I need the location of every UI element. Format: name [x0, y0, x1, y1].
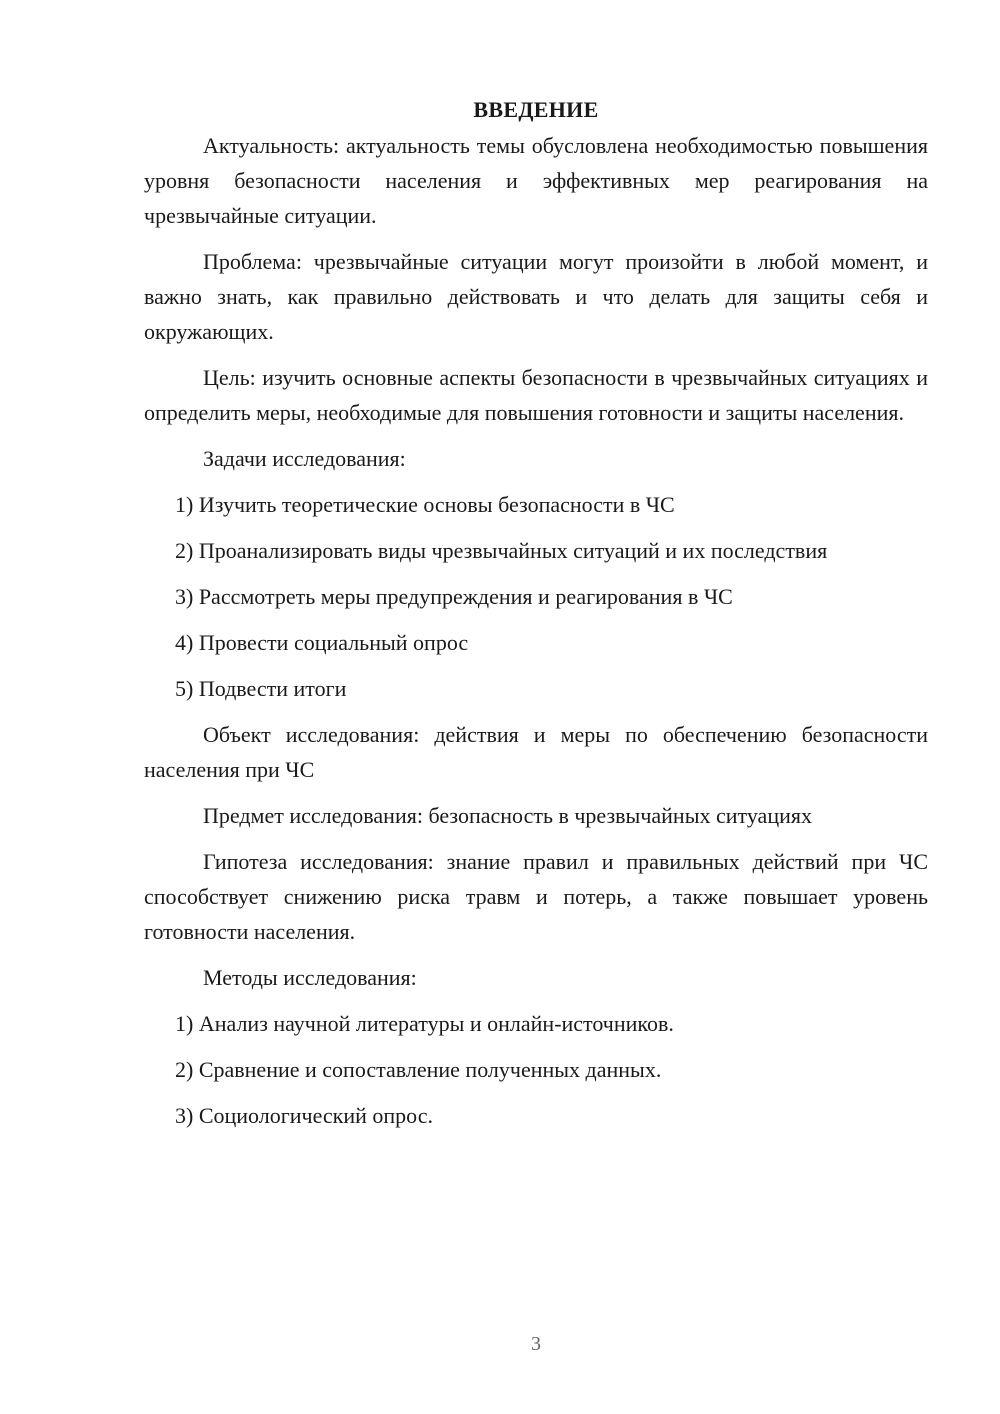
tasks-heading: Задачи исследования: [203, 446, 406, 471]
task-item: 3) Рассмотреть меры предупреждения и реагирования в ЧС [175, 584, 733, 609]
method-item: 3) Социологический опрос. [175, 1103, 433, 1128]
document-page [144, 92, 928, 1144]
page-number: 3 [531, 1333, 541, 1355]
task-item: 5) Подвести итоги [175, 676, 347, 701]
subject-paragraph: Предмет исследования: безопасность в чрезвычайных ситуациях [203, 803, 812, 828]
page-title: ВВЕДЕНИЕ [473, 97, 599, 122]
object-paragraph: Объект исследования: действия и меры по обеспечению безопасности населения при ЧС [144, 722, 928, 782]
task-item: 2) Проанализировать виды чрезвычайных ситуаций и их последствия [175, 538, 828, 563]
goal-paragraph: Цель: изучить основные аспекты безопасности в чрезвычайных ситуациях и определить меры, необходимые для повышения готовности и защиты населения. [144, 365, 928, 425]
method-item: 1) Анализ научной литературы и онлайн-источников. [175, 1011, 674, 1036]
task-item: 1) Изучить теоретические основы безопасности в ЧС [175, 492, 675, 517]
problem-paragraph: Проблема: чрезвычайные ситуации могут произойти в любой момент, и важно знать, как правильно действовать и что делать для защиты себя и окружающих. [144, 249, 928, 344]
method-item: 2) Сравнение и сопоставление полученных данных. [175, 1057, 662, 1082]
methods-heading: Методы исследования: [203, 965, 417, 990]
hypothesis-paragraph: Гипотеза исследования: знание правил и правильных действий при ЧС способствует снижению риска травм и потерь, а также повышает уровень готовности населения. [144, 849, 928, 944]
task-item: 4) Провести социальный опрос [175, 630, 469, 655]
relevance-paragraph: Актуальность: актуальность темы обусловлена необходимостью повышения уровня безопасности населения и эффективных мер реагирования на чрезвычайные ситуации. [144, 133, 928, 228]
